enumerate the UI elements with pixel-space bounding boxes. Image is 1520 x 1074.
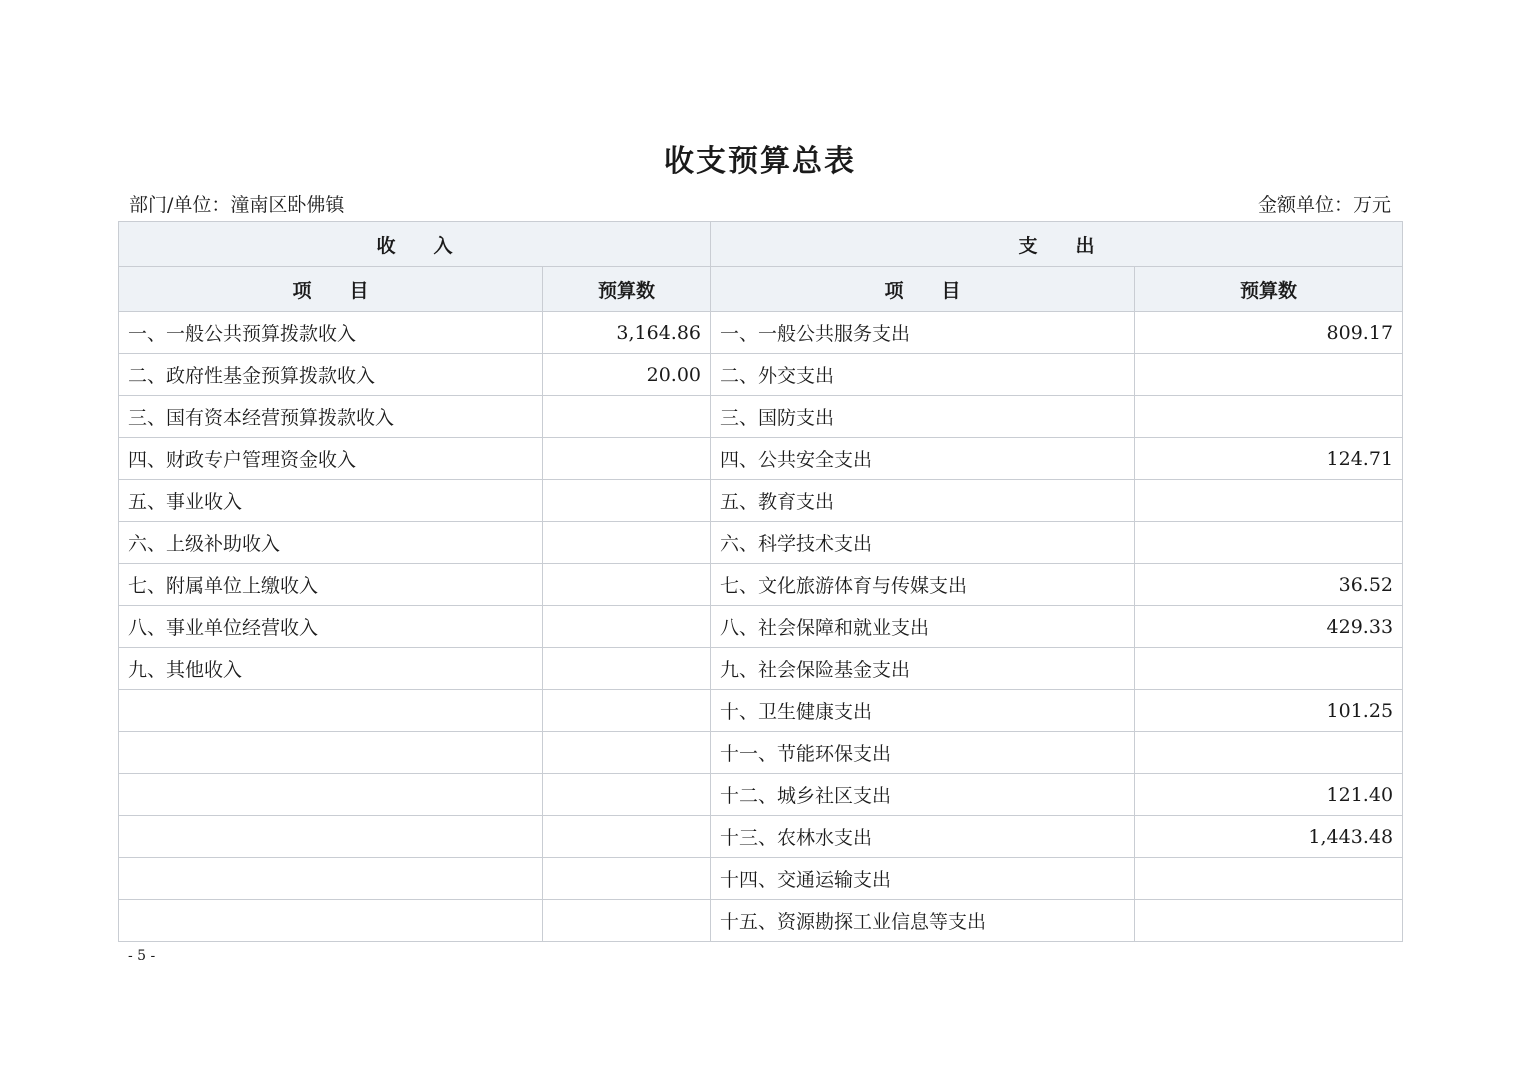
expense-budget-cell: 121.40 [1135, 774, 1403, 816]
income-header: 收 入 [119, 222, 711, 267]
table-row [119, 438, 1403, 480]
expense-item-cell: 十五、资源勘探工业信息等支出 [711, 900, 1135, 942]
table-row [119, 732, 1403, 774]
income-budget-cell [543, 900, 711, 942]
amount-unit-label: 金额单位：万元 [1257, 194, 1391, 216]
income-item-cell [119, 858, 543, 900]
expense-budget-cell [1135, 396, 1403, 438]
table-row [119, 690, 1403, 732]
income-item-cell [119, 732, 543, 774]
income-budget-cell [543, 396, 711, 438]
table-row [119, 606, 1403, 648]
income-budget-header: 预算数 [543, 267, 711, 312]
expense-budget-cell: 124.71 [1135, 438, 1403, 480]
income-budget-cell [543, 816, 711, 858]
income-budget-cell [543, 774, 711, 816]
income-item-cell: 八、事业单位经营收入 [119, 606, 543, 648]
expense-item-cell: 四、公共安全支出 [711, 438, 1135, 480]
income-item-cell: 四、财政专户管理资金收入 [119, 438, 543, 480]
income-item-cell [119, 816, 543, 858]
income-item-cell [119, 690, 543, 732]
table-row [119, 522, 1403, 564]
income-budget-cell: 3,164.86 [543, 312, 711, 354]
table-row [119, 858, 1403, 900]
table-row [119, 774, 1403, 816]
income-item-cell [119, 900, 543, 942]
income-budget-cell [543, 732, 711, 774]
income-item-header: 项 目 [119, 267, 543, 312]
expense-budget-cell: 101.25 [1135, 690, 1403, 732]
expense-budget-cell: 429.33 [1135, 606, 1403, 648]
income-item-cell [119, 774, 543, 816]
income-budget-cell [543, 690, 711, 732]
income-budget-cell [543, 606, 711, 648]
income-item-cell: 七、附属单位上缴收入 [119, 564, 543, 606]
income-budget-cell [543, 858, 711, 900]
expense-budget-cell: 809.17 [1135, 312, 1403, 354]
expense-item-cell: 十四、交通运输支出 [711, 858, 1135, 900]
table-row [119, 648, 1403, 690]
expense-item-cell: 七、文化旅游体育与传媒支出 [711, 564, 1135, 606]
income-item-cell: 一、一般公共预算拨款收入 [119, 312, 543, 354]
expense-item-cell: 九、社会保险基金支出 [711, 648, 1135, 690]
expense-budget-cell: 1,443.48 [1135, 816, 1403, 858]
income-budget-cell [543, 648, 711, 690]
budget-summary-table [118, 221, 1403, 942]
expense-budget-cell [1135, 480, 1403, 522]
header-row-group [119, 222, 1403, 267]
income-budget-cell [543, 522, 711, 564]
expense-item-cell: 五、教育支出 [711, 480, 1135, 522]
income-item-cell: 三、国有资本经营预算拨款收入 [119, 396, 543, 438]
table-row [119, 312, 1403, 354]
expense-budget-cell [1135, 732, 1403, 774]
expense-budget-header: 预算数 [1135, 267, 1403, 312]
income-item-cell: 二、政府性基金预算拨款收入 [119, 354, 543, 396]
income-budget-cell: 20.00 [543, 354, 711, 396]
expense-item-cell: 十、卫生健康支出 [711, 690, 1135, 732]
expense-budget-cell [1135, 522, 1403, 564]
expense-item-cell: 一、一般公共服务支出 [711, 312, 1135, 354]
expense-item-header: 项 目 [711, 267, 1135, 312]
expense-budget-cell [1135, 900, 1403, 942]
table-row [119, 564, 1403, 606]
expense-item-cell: 十三、农林水支出 [711, 816, 1135, 858]
income-item-cell: 六、上级补助收入 [119, 522, 543, 564]
expense-item-cell: 二、外交支出 [711, 354, 1135, 396]
department-label: 部门/单位：潼南区卧佛镇 [129, 194, 345, 216]
expense-budget-cell [1135, 858, 1403, 900]
expense-budget-cell [1135, 648, 1403, 690]
expense-item-cell: 十一、节能环保支出 [711, 732, 1135, 774]
income-budget-cell [543, 480, 711, 522]
page-number: - 5 - [128, 948, 156, 964]
income-item-cell: 五、事业收入 [119, 480, 543, 522]
expense-item-cell: 十二、城乡社区支出 [711, 774, 1135, 816]
table-row [119, 354, 1403, 396]
expense-item-cell: 八、社会保障和就业支出 [711, 606, 1135, 648]
table-row [119, 900, 1403, 942]
table-row [119, 396, 1403, 438]
header-row-columns [119, 267, 1403, 312]
table-row [119, 816, 1403, 858]
expense-header: 支 出 [711, 222, 1403, 267]
expense-budget-cell: 36.52 [1135, 564, 1403, 606]
income-item-cell: 九、其他收入 [119, 648, 543, 690]
income-budget-cell [543, 564, 711, 606]
income-budget-cell [543, 438, 711, 480]
table-row [119, 480, 1403, 522]
expense-item-cell: 三、国防支出 [711, 396, 1135, 438]
expense-item-cell: 六、科学技术支出 [711, 522, 1135, 564]
expense-budget-cell [1135, 354, 1403, 396]
page-title: 收支预算总表 [664, 144, 856, 179]
